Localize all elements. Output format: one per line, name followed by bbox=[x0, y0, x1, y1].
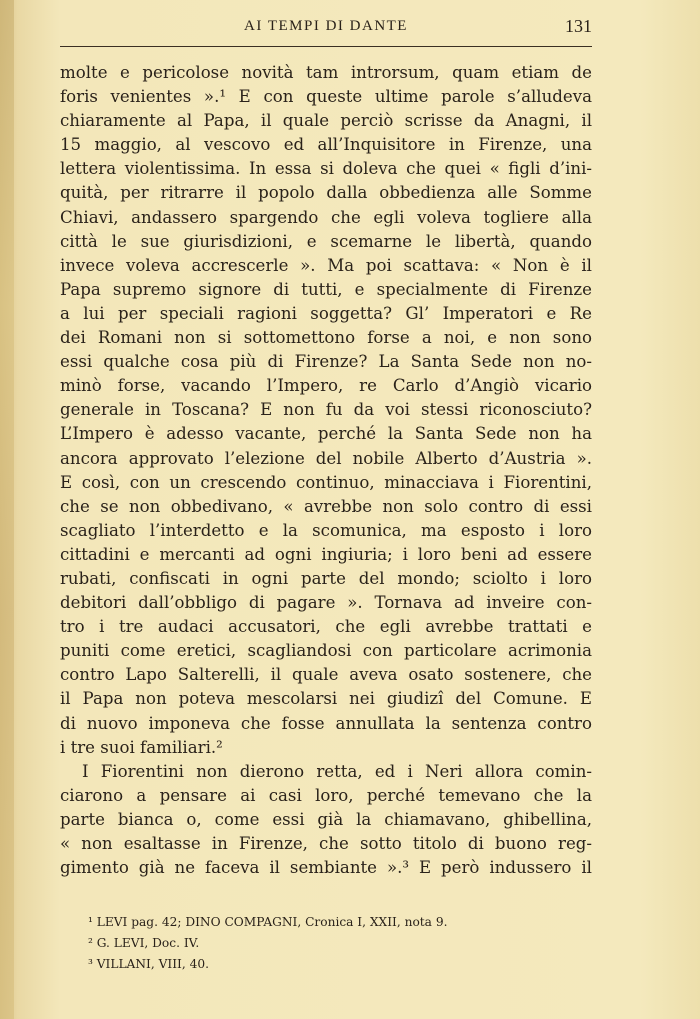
text-line: invece voleva accrescerle ». Ma poi scattava: « Non è il bbox=[60, 255, 592, 275]
text-line: Papa supremo signore di tutti, e specialmente di Firenze bbox=[60, 279, 592, 299]
page-number: 131 bbox=[565, 16, 592, 36]
text-line: Chiavi, andassero spargendo che egli voleva togliere alla bbox=[60, 207, 592, 227]
text-line: E così, con un crescendo continuo, minacciava i Fiorentini, bbox=[60, 472, 592, 492]
text-line: chiaramente al Papa, il quale perciò scrisse da Anagni, il bbox=[60, 111, 592, 131]
text-line: i tre suoi familiari.² bbox=[60, 737, 223, 757]
text-line: ancora approvato l’elezione del nobile Alberto d’Austria ». bbox=[60, 448, 592, 468]
text-line: quità, per ritrarre il popolo dalla obbedienza alle Somme bbox=[60, 183, 592, 203]
text-line: essi qualche cosa più di Firenze? La Santa Sede non no- bbox=[60, 352, 592, 372]
body-text bbox=[60, 61, 592, 880]
running-title: AI TEMPI DI DANTE bbox=[244, 18, 408, 34]
text-line: contro Lapo Salterelli, il quale aveva osato sostenere, che bbox=[60, 665, 592, 685]
text-line: debitori dall’obbligo di pagare ». Tornava ad inveire con- bbox=[60, 593, 592, 613]
footnote: ² G. LEVI, Doc. IV. bbox=[88, 936, 200, 950]
text-line: molte e pericolose novità tam introrsum, quam etiam de bbox=[60, 63, 592, 82]
footnote: ³ VILLANI, VIII, 40. bbox=[88, 957, 209, 971]
header-rule bbox=[60, 46, 592, 47]
footnote: ¹ LEVI pag. 42; DINO COMPAGNI, Cronica I, XXII, nota 9. bbox=[88, 915, 448, 929]
text-line: scagliato l’interdetto e la scomunica, ma esposto i loro bbox=[60, 520, 592, 540]
page-edge-stain bbox=[0, 0, 14, 1019]
text-line: foris venientes ».¹ E con queste ultime parole s’alludeva bbox=[60, 87, 592, 107]
text-line: di nuovo imponeva che fosse annullata la sentenza contro bbox=[60, 713, 592, 733]
text-line: dei Romani non si sottomettono forse a noi, e non sono bbox=[60, 328, 592, 348]
running-head bbox=[60, 14, 592, 44]
text-line: parte bianca o, come essi già la chiamavano, ghibellina, bbox=[60, 809, 592, 829]
text-line: rubati, confiscati in ogni parte del mondo; sciolto i loro bbox=[60, 568, 592, 588]
text-line: a lui per speciali ragioni soggetta? Gl’ Imperatori e Re bbox=[60, 303, 592, 323]
text-line: cittadini e mercanti ad ogni ingiuria; i loro beni ad essere bbox=[60, 544, 592, 564]
text-line: che se non obbedivano, « avrebbe non solo contro di essi bbox=[60, 496, 592, 516]
text-line: ciarono a pensare ai casi loro, perché temevano che la bbox=[60, 785, 592, 805]
text-line: gimento già ne faceva il sembiante ».³ E però indussero il bbox=[60, 858, 592, 878]
text-line: generale in Toscana? E non fu da voi stessi riconosciuto? bbox=[60, 400, 592, 420]
footnotes bbox=[88, 912, 592, 975]
text-line: 15 maggio, al vescovo ed all’Inquisitore in Firenze, una bbox=[60, 135, 592, 155]
text-line: puniti come eretici, scagliandosi con particolare acrimonia bbox=[60, 641, 592, 661]
text-line: « non esaltasse in Firenze, che sotto titolo di buono reg- bbox=[60, 834, 592, 853]
text-line: lettera violentissima. In essa si doleva che quei « figli d’ini- bbox=[60, 159, 592, 179]
text-line: I Fiorentini non dierono retta, ed i Neri allora comin- bbox=[82, 761, 592, 781]
text-line: città le sue giurisdizioni, e scemarne le libertà, quando bbox=[60, 231, 592, 251]
text-line: minò forse, vacando l’Impero, re Carlo d’Angiò vicario bbox=[60, 376, 592, 396]
text-line: tro i tre audaci accusatori, che egli avrebbe trattati e bbox=[60, 617, 592, 637]
text-line: il Papa non poteva mescolarsi nei giudizî del Comune. E bbox=[60, 689, 592, 709]
text-line: L’Impero è adesso vacante, perché la Santa Sede non ha bbox=[60, 424, 592, 444]
